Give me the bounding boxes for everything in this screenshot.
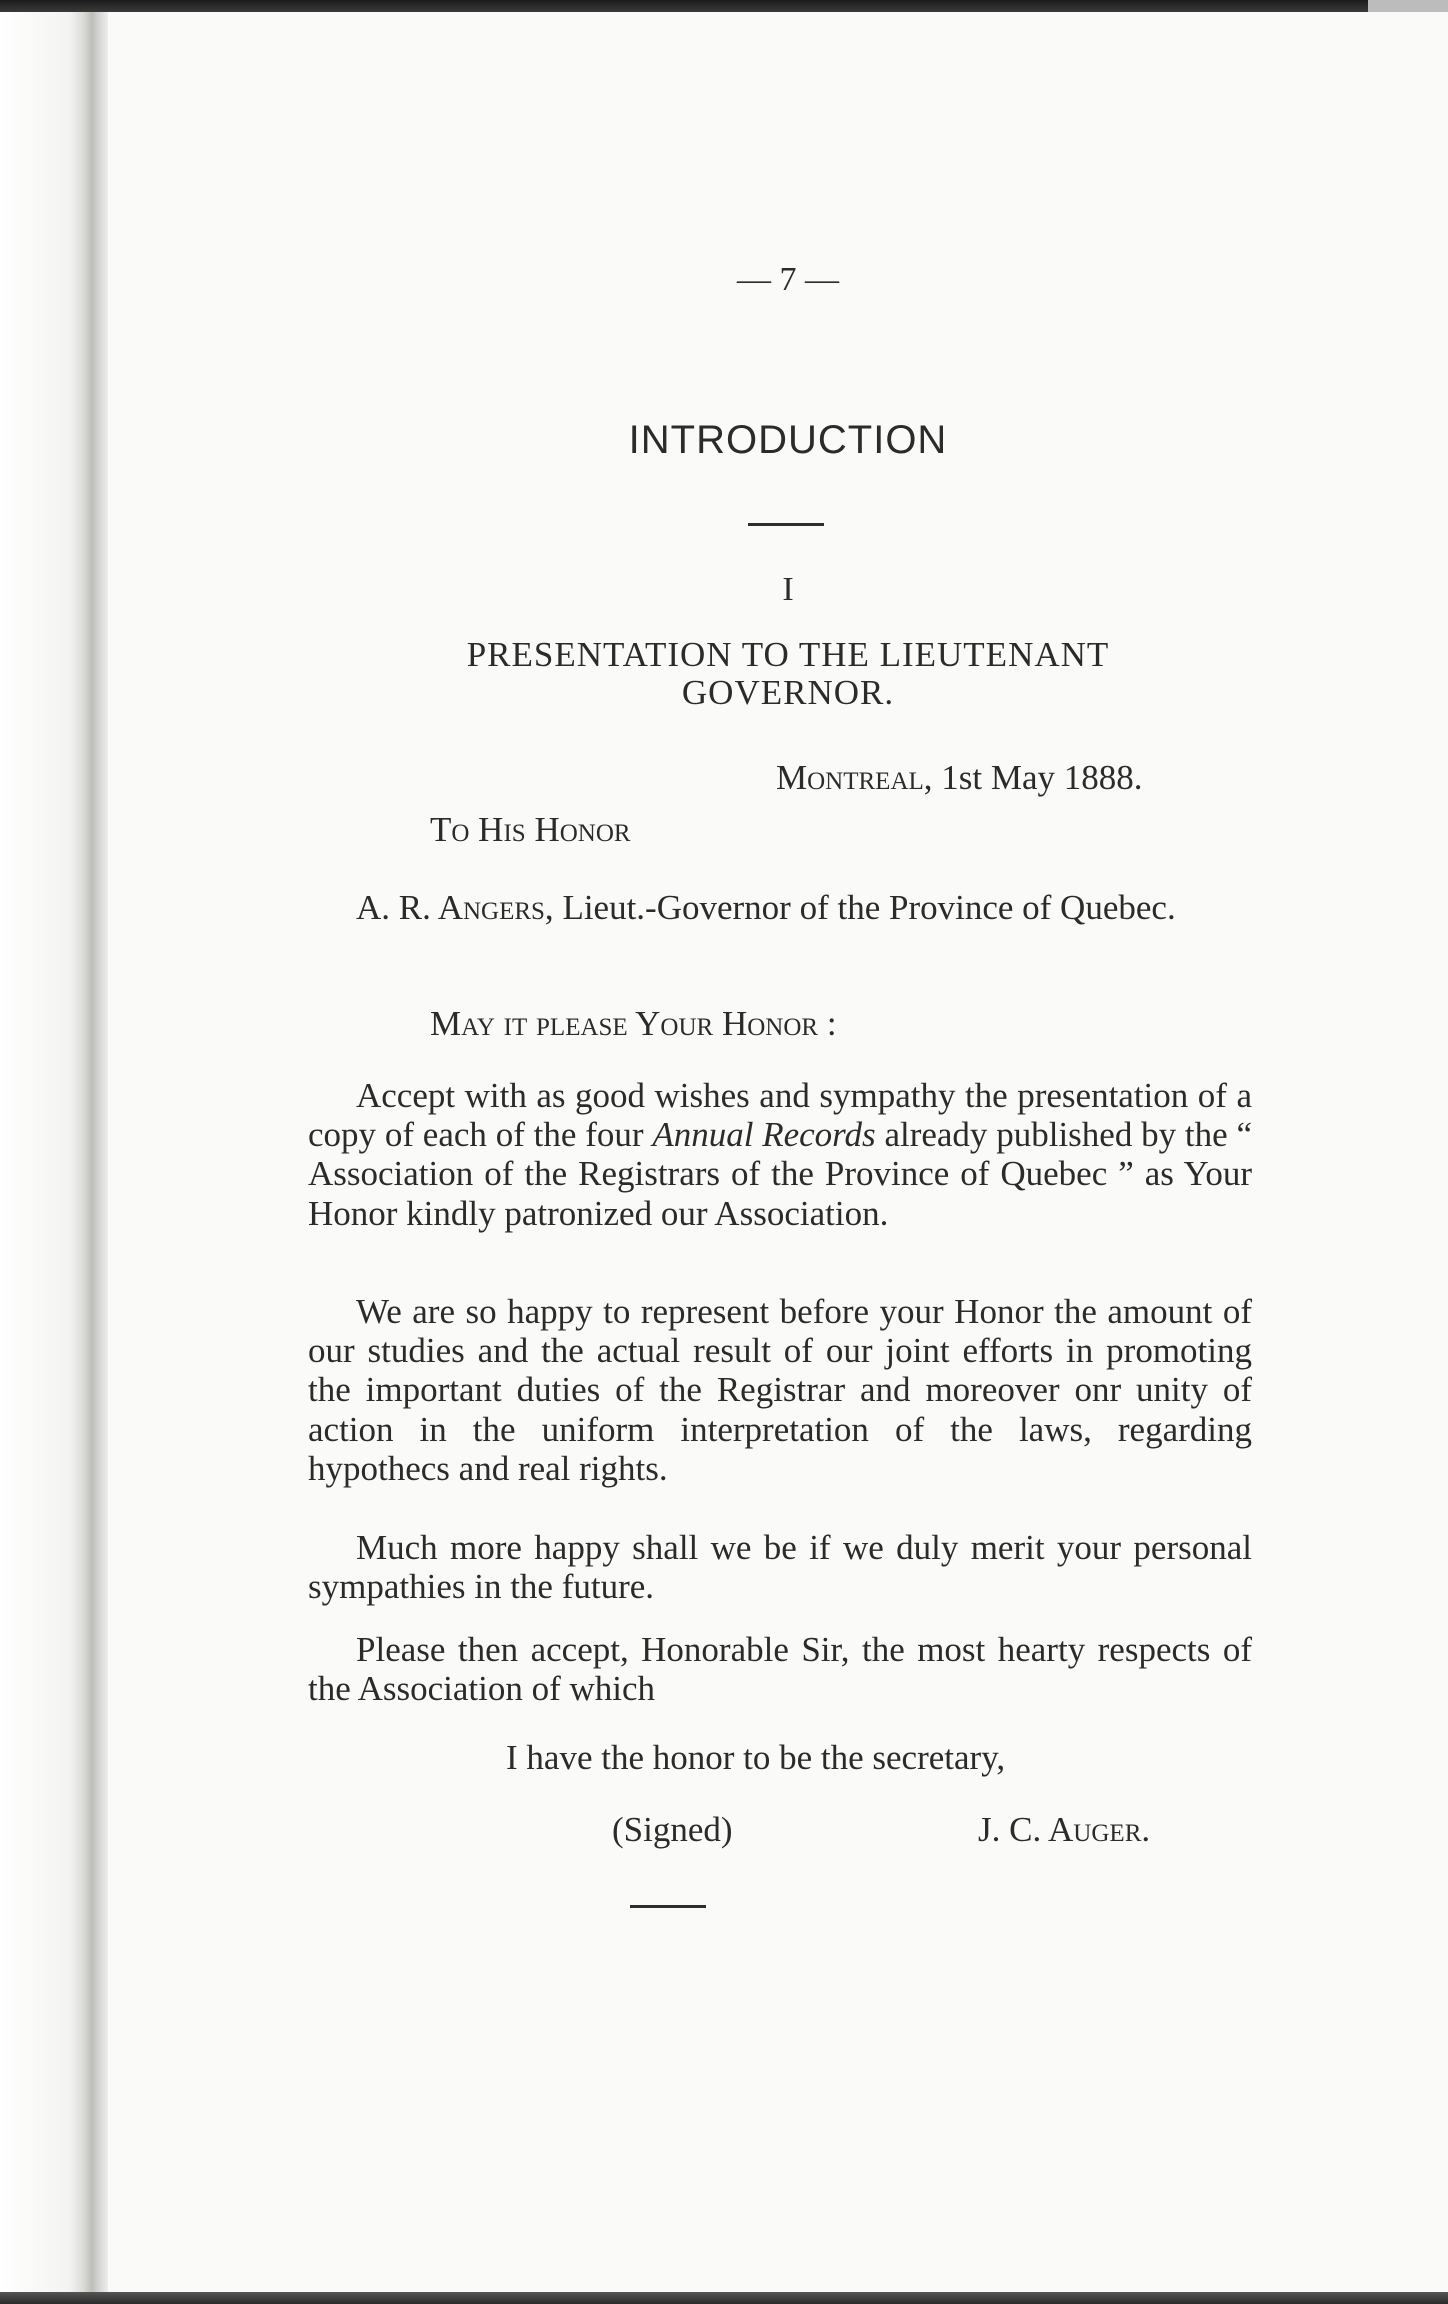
divider-rule-bottom — [630, 1905, 706, 1908]
addressee — [308, 888, 1252, 928]
book-spine-edge — [0, 12, 108, 2292]
section-title: INTRODUCTION — [628, 418, 948, 462]
document-heading: PRESENTATION TO THE LIEUTENANT GOVERNOR. — [466, 635, 1110, 712]
greeting: May it please Your Honor : — [430, 1004, 837, 1043]
closing-line: I have the honor to be the secretary, — [506, 1738, 1006, 1777]
divider-rule-top — [748, 523, 824, 526]
paragraph-sympathies: Much more happy shall we be if we duly merit your personal sympathies in the future. — [308, 1528, 1252, 1607]
date: 1st May 1888. — [941, 758, 1143, 797]
signed-label: (Signed) — [612, 1810, 733, 1849]
place: Montreal, — [776, 758, 933, 797]
paragraph-respects: Please then accept, Honorable Sir, the most hearty respects of the Association of which — [308, 1630, 1252, 1709]
scan-bottom-border — [0, 2292, 1448, 2304]
salutation: To His Honor — [430, 810, 631, 849]
paragraph-acceptance-start: Accept with as good wishes and sympathy the presentation of a copy of each of the four — [308, 1076, 1252, 1155]
section-numeral: I — [782, 571, 794, 608]
paragraph-acceptance-end: already published by the “ Association of the Registrars of the Province of Quebec ” as Your Honor kindly patronized our Association. — [308, 1115, 1253, 1233]
paragraph-acceptance — [308, 1076, 1252, 1233]
signer-name: J. C. Auger. — [978, 1810, 1151, 1849]
addressee-title: Lieut.-Governor of the Province of Quebec. — [562, 888, 1176, 927]
addressee-name: A. R. Angers, — [356, 888, 554, 927]
annual-records-title: Annual Records — [652, 1115, 876, 1155]
scan-top-border — [0, 0, 1448, 12]
paragraph-studies: We are so happy to represent before your Honor the amount of our studies and the actual result of our joint efforts in promoting the important duties of the Registrar and moreover onr unity of action in the uniform interpretation of the laws, regarding hypothecs and real rights. — [308, 1292, 1252, 1488]
page-number: — 7 — — [737, 261, 839, 298]
place-date-line — [776, 758, 1143, 798]
document-page — [108, 12, 1448, 2292]
